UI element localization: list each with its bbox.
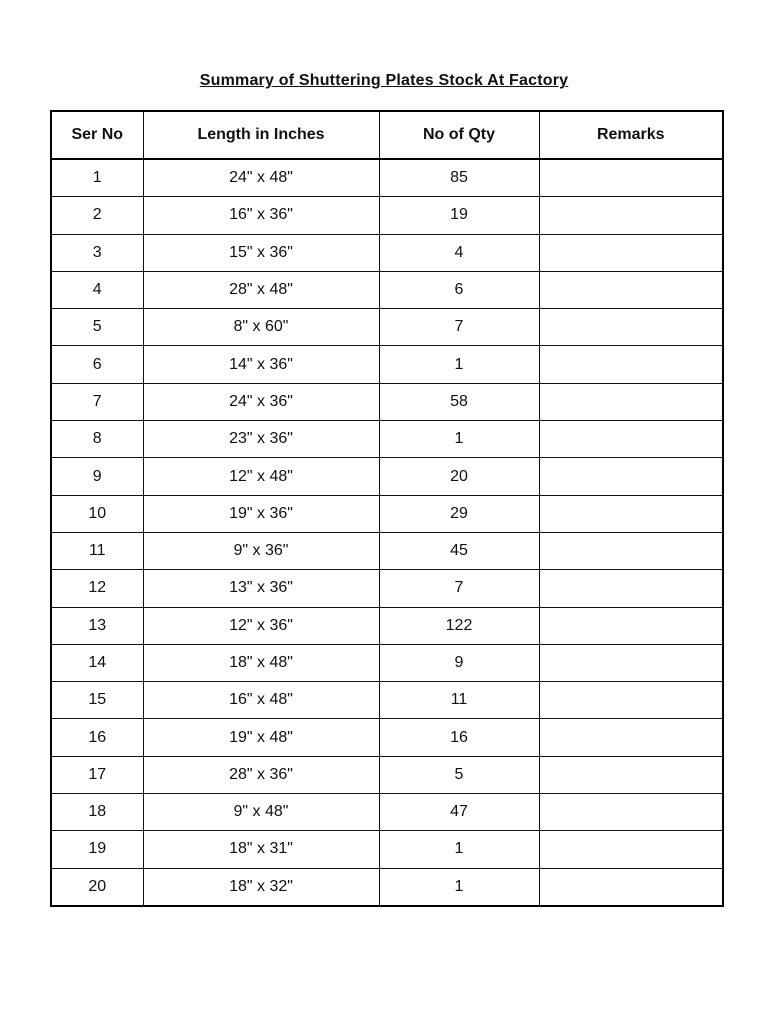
cell-qty: 47 xyxy=(379,794,539,831)
cell-remarks xyxy=(539,458,723,495)
cell-ser-no: 12 xyxy=(51,570,143,607)
cell-remarks xyxy=(539,271,723,308)
cell-ser-no: 19 xyxy=(51,831,143,868)
cell-ser-no: 9 xyxy=(51,458,143,495)
cell-length: 16" x 48" xyxy=(143,682,379,719)
cell-remarks xyxy=(539,197,723,234)
column-header-ser-no: Ser No xyxy=(51,111,143,159)
cell-length: 19" x 48" xyxy=(143,719,379,756)
table-row xyxy=(51,868,723,906)
cell-qty: 1 xyxy=(379,346,539,383)
column-header-qty: No of Qty xyxy=(379,111,539,159)
cell-remarks xyxy=(539,682,723,719)
cell-remarks xyxy=(539,383,723,420)
cell-length: 19" x 36" xyxy=(143,495,379,532)
cell-remarks xyxy=(539,346,723,383)
table-row xyxy=(51,570,723,607)
cell-length: 12" x 48" xyxy=(143,458,379,495)
cell-qty: 122 xyxy=(379,607,539,644)
cell-ser-no: 18 xyxy=(51,794,143,831)
cell-length: 24" x 36" xyxy=(143,383,379,420)
table-row xyxy=(51,421,723,458)
cell-remarks xyxy=(539,644,723,681)
cell-remarks xyxy=(539,719,723,756)
column-header-length: Length in Inches xyxy=(143,111,379,159)
table-row xyxy=(51,458,723,495)
cell-qty: 4 xyxy=(379,234,539,271)
cell-qty: 1 xyxy=(379,868,539,906)
cell-ser-no: 15 xyxy=(51,682,143,719)
cell-qty: 19 xyxy=(379,197,539,234)
cell-remarks xyxy=(539,532,723,569)
cell-qty: 6 xyxy=(379,271,539,308)
cell-ser-no: 1 xyxy=(51,159,143,197)
cell-remarks xyxy=(539,159,723,197)
cell-ser-no: 14 xyxy=(51,644,143,681)
cell-remarks xyxy=(539,868,723,906)
cell-qty: 58 xyxy=(379,383,539,420)
cell-remarks xyxy=(539,756,723,793)
cell-qty: 1 xyxy=(379,421,539,458)
cell-length: 9" x 36" xyxy=(143,532,379,569)
table-header-row xyxy=(51,111,723,159)
column-header-remarks: Remarks xyxy=(539,111,723,159)
cell-qty: 20 xyxy=(379,458,539,495)
cell-ser-no: 13 xyxy=(51,607,143,644)
cell-ser-no: 6 xyxy=(51,346,143,383)
cell-length: 9" x 48" xyxy=(143,794,379,831)
cell-length: 13" x 36" xyxy=(143,570,379,607)
table-row xyxy=(51,346,723,383)
table-row xyxy=(51,794,723,831)
cell-qty: 45 xyxy=(379,532,539,569)
cell-length: 18" x 48" xyxy=(143,644,379,681)
document-title: Summary of Shuttering Plates Stock At Factory xyxy=(199,72,569,89)
table-body xyxy=(51,159,723,906)
cell-remarks xyxy=(539,570,723,607)
cell-ser-no: 16 xyxy=(51,719,143,756)
cell-length: 15" x 36" xyxy=(143,234,379,271)
table-row xyxy=(51,495,723,532)
table-row xyxy=(51,756,723,793)
cell-ser-no: 17 xyxy=(51,756,143,793)
cell-remarks xyxy=(539,421,723,458)
cell-length: 28" x 48" xyxy=(143,271,379,308)
cell-qty: 29 xyxy=(379,495,539,532)
cell-length: 16" x 36" xyxy=(143,197,379,234)
cell-qty: 5 xyxy=(379,756,539,793)
cell-qty: 9 xyxy=(379,644,539,681)
cell-length: 14" x 36" xyxy=(143,346,379,383)
cell-remarks xyxy=(539,309,723,346)
cell-length: 8" x 60" xyxy=(143,309,379,346)
table-row xyxy=(51,159,723,197)
cell-ser-no: 3 xyxy=(51,234,143,271)
table-row xyxy=(51,197,723,234)
cell-ser-no: 4 xyxy=(51,271,143,308)
cell-qty: 1 xyxy=(379,831,539,868)
cell-ser-no: 10 xyxy=(51,495,143,532)
cell-remarks xyxy=(539,234,723,271)
table-row xyxy=(51,644,723,681)
table-row xyxy=(51,383,723,420)
stock-table xyxy=(50,110,724,907)
cell-ser-no: 11 xyxy=(51,532,143,569)
cell-ser-no: 5 xyxy=(51,309,143,346)
table-row xyxy=(51,719,723,756)
cell-qty: 7 xyxy=(379,570,539,607)
table-row xyxy=(51,682,723,719)
table-row xyxy=(51,532,723,569)
cell-qty: 11 xyxy=(379,682,539,719)
cell-ser-no: 20 xyxy=(51,868,143,906)
cell-ser-no: 8 xyxy=(51,421,143,458)
cell-length: 23" x 36" xyxy=(143,421,379,458)
cell-ser-no: 7 xyxy=(51,383,143,420)
cell-ser-no: 2 xyxy=(51,197,143,234)
cell-remarks xyxy=(539,831,723,868)
cell-length: 18" x 32" xyxy=(143,868,379,906)
table-row xyxy=(51,271,723,308)
cell-qty: 16 xyxy=(379,719,539,756)
table-row xyxy=(51,607,723,644)
cell-length: 18" x 31" xyxy=(143,831,379,868)
table-row xyxy=(51,234,723,271)
cell-length: 12" x 36" xyxy=(143,607,379,644)
cell-qty: 85 xyxy=(379,159,539,197)
cell-length: 24" x 48" xyxy=(143,159,379,197)
cell-remarks xyxy=(539,495,723,532)
table-row xyxy=(51,309,723,346)
table-row xyxy=(51,831,723,868)
cell-remarks xyxy=(539,607,723,644)
cell-remarks xyxy=(539,794,723,831)
cell-length: 28" x 36" xyxy=(143,756,379,793)
cell-qty: 7 xyxy=(379,309,539,346)
